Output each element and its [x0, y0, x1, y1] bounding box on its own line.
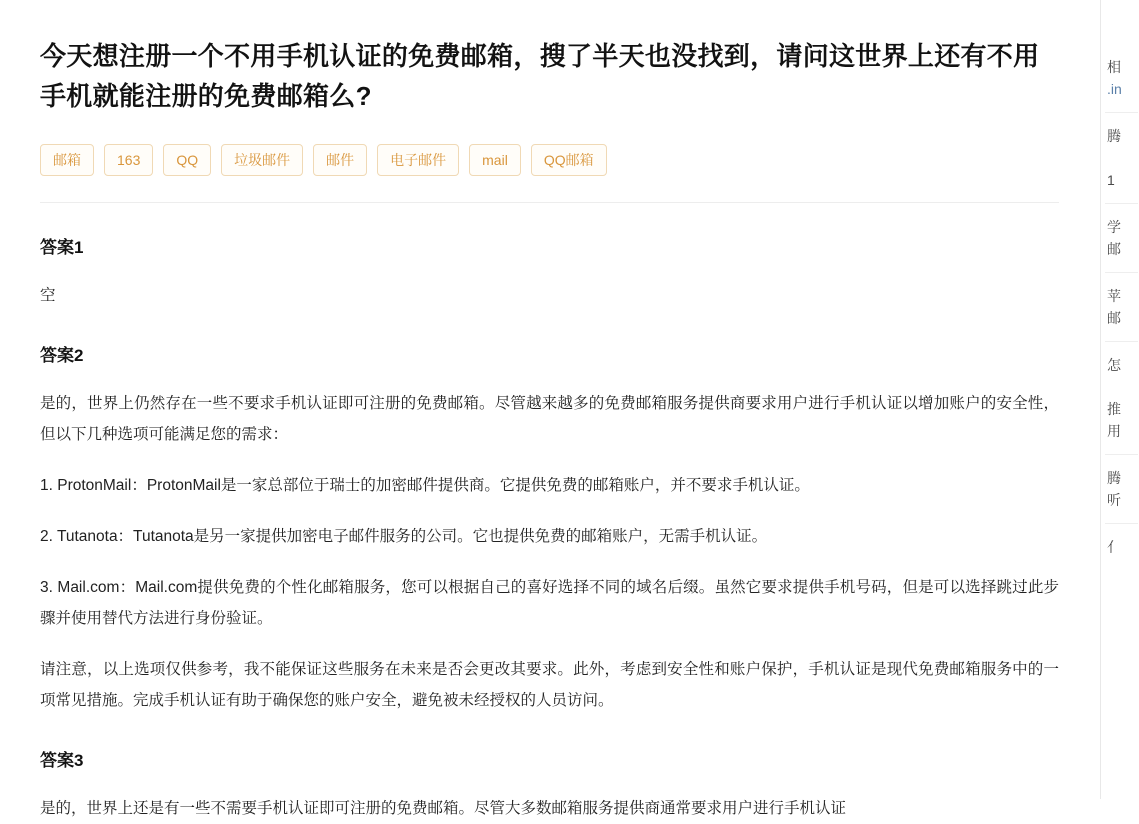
column-divider — [1100, 0, 1101, 799]
sidebar-divider — [1105, 272, 1138, 273]
tag-item[interactable]: 邮件 — [313, 144, 367, 176]
tag-item[interactable]: mail — [469, 144, 521, 176]
sidebar-item[interactable]: 邮 — [1107, 310, 1121, 326]
tag-item[interactable]: 垃圾邮件 — [221, 144, 303, 176]
sidebar-divider — [1105, 112, 1138, 113]
sidebar-item[interactable]: 亻 — [1107, 539, 1121, 555]
sidebar-item[interactable]: 腾 — [1107, 128, 1121, 144]
answer-heading: 答案3 — [40, 751, 84, 770]
sidebar-divider — [1105, 523, 1138, 524]
sidebar-item[interactable]: 用 — [1107, 423, 1121, 439]
tag-item[interactable]: QQ邮箱 — [531, 144, 607, 176]
section-divider — [40, 202, 1059, 203]
sidebar-item[interactable]: 邮 — [1107, 241, 1121, 257]
tag-item[interactable]: 163 — [104, 144, 153, 176]
tag-item[interactable]: QQ — [163, 144, 211, 176]
sidebar-spacer — [1099, 147, 1138, 169]
sidebar-divider — [1105, 203, 1138, 204]
answer-paragraph: 是的，世界上仍然存在一些不要求手机认证即可注册的免费邮箱。尽管越来越多的免费邮箱服务提供商要求用户进行手机认证以增加账户的安全性，但以下几种选项可能满足您的需求： — [40, 395, 1059, 443]
sidebar-spacer — [1099, 376, 1138, 398]
answer-block — [40, 746, 1059, 824]
tag-item[interactable]: 电子邮件 — [377, 144, 459, 176]
sidebar-item[interactable]: 1 — [1107, 172, 1115, 188]
sidebar-item[interactable]: 腾 — [1107, 470, 1121, 486]
answer-paragraph: 请注意，以上选项仅供参考，我不能保证这些服务在未来是否会更改其要求。此外，考虑到安全性和账户保护，手机认证是现代免费邮箱服务中的一项常见措施。完成手机认证有助于确保您的账户安全，避免被未经授权的人员访问。 — [40, 661, 1059, 709]
answer-paragraph: 1. ProtonMail：ProtonMail是一家总部位于瑞士的加密邮件提供商。它提供免费的邮箱账户，并不要求手机认证。 — [40, 477, 810, 494]
answer-heading: 答案2 — [40, 346, 84, 365]
answer-heading: 答案1 — [40, 238, 84, 257]
answer-paragraph: 3. Mail.com：Mail.com提供免费的个性化邮箱服务，您可以根据自己的喜好选择不同的域名后缀。虽然它要求提供手机号码，但是可以选择跳过此步骤并使用替代方法进行身份验证。 — [40, 579, 1059, 627]
tag-list — [40, 144, 1059, 176]
sidebar-item[interactable]: 推 — [1107, 401, 1121, 417]
sidebar-item[interactable]: 学 — [1107, 219, 1121, 235]
answer-paragraph: 是的，世界上还是有一些不需要手机认证即可注册的免费邮箱。尽管大多数邮箱服务提供商通常要求用户进行手机认证 — [40, 800, 847, 817]
sidebar-divider — [1105, 454, 1138, 455]
page-title: 今天想注册一个不用手机认证的免费邮箱，搜了半天也没找到，请问这世界上还有不用手机就能注册的免费邮箱么? — [40, 41, 1040, 111]
sidebar-item[interactable]: .in — [1107, 81, 1122, 97]
sidebar-item[interactable]: 苹 — [1107, 288, 1121, 304]
tag-item[interactable]: 邮箱 — [40, 144, 94, 176]
sidebar-item[interactable]: 听 — [1107, 492, 1121, 508]
sidebar-divider — [1105, 341, 1138, 342]
sidebar-item[interactable]: 相 — [1107, 59, 1121, 75]
answer-paragraph: 2. Tutanota：Tutanota是另一家提供加密电子邮件服务的公司。它也提供免费的邮箱账户，无需手机认证。 — [40, 528, 768, 545]
answer-block — [40, 233, 1059, 311]
sidebar-item[interactable]: 怎 — [1107, 357, 1121, 373]
answer-block — [40, 341, 1059, 716]
related-sidebar — [1099, 0, 1138, 799]
answer-paragraph: 空 — [40, 287, 56, 304]
